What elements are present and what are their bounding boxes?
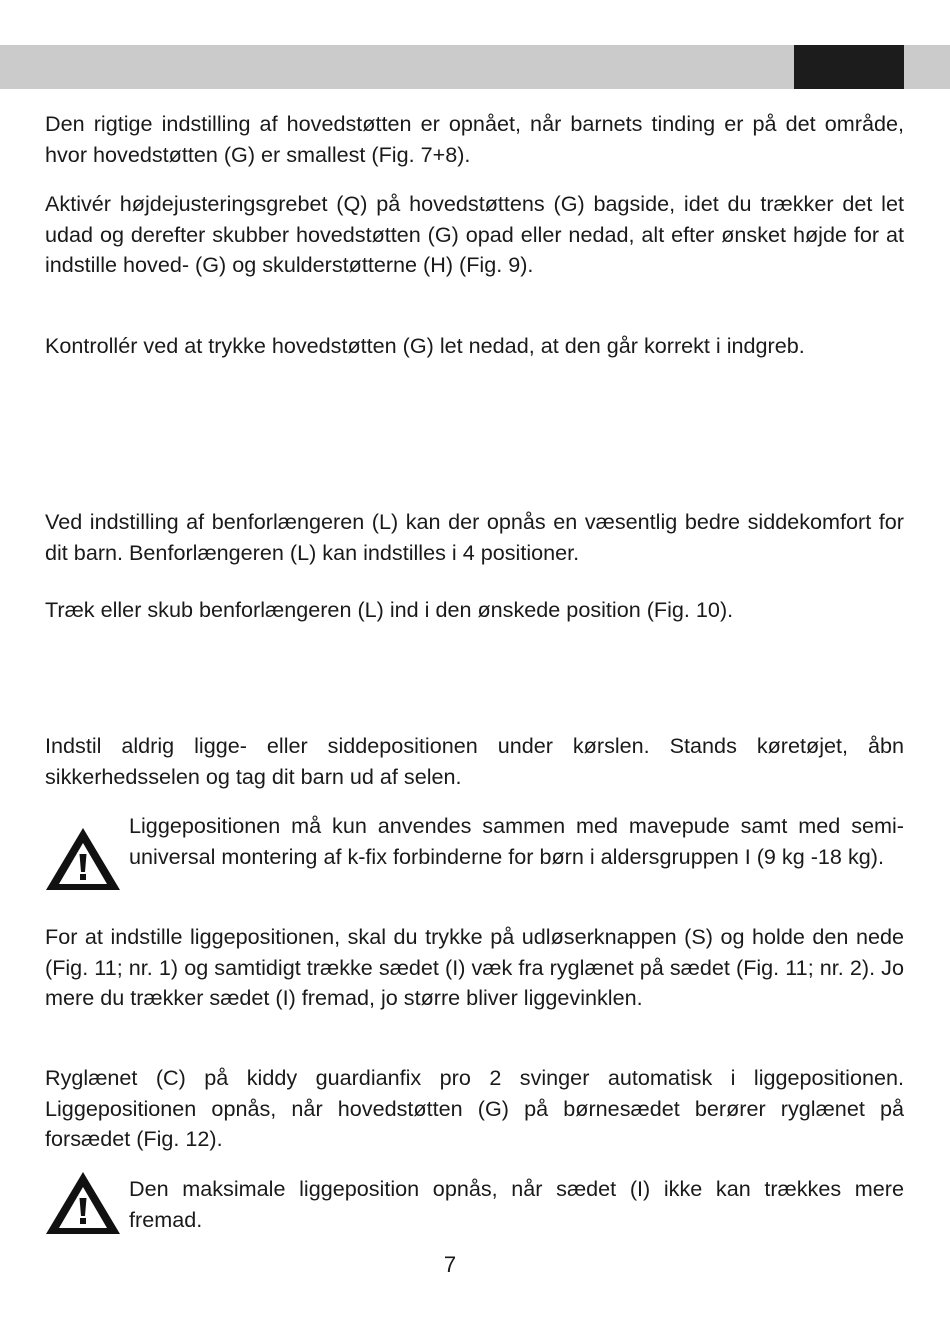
header-tab-block (794, 45, 904, 89)
paragraph-leg-extension-pull: Træk eller skub benforlængeren (L) ind i den ønskede position (Fig. 10). (45, 597, 734, 622)
warning-recline-usage: Liggepositionen må kun anvendes sammen med mavepude samt med semi-universal montering af k-fix forbinderne for børn i aldersgruppen I (9 kg -18 kg). (129, 813, 904, 869)
page-number: 7 (443, 1252, 457, 1277)
paragraph-height-adjustment: Aktivér højdejusteringsgrebet (Q) på hovedstøttens (G) bagside, idet du trækker det let udad og derefter skubber hovedstøtten (G) opad eller nedad, alt efter ønsket højde for at indstille hoved- (G) og skulderstøtterne (H) (Fig. 9). (45, 191, 904, 277)
paragraph-backrest-automatic: Ryglænet (C) på kiddy guardianfix pro 2 svinger automatisk i liggepositionen. Liggepositionen opnås, når hovedstøtten (G) på børnesædet berører ryglænet på forsædet (Fig. 12). (45, 1065, 904, 1151)
paragraph-headrest-check: Kontrollér ved at trykke hovedstøtten (G) let nedad, at den går korrekt i indgreb. (45, 333, 805, 358)
warning-max-recline: Den maksimale liggeposition opnås, når sædet (I) ikke kan trækkes mere fremad. (129, 1176, 904, 1232)
paragraph-headrest-correct-setting: Den rigtige indstilling af hovedstøtten er opnået, når barnets tinding er på det område, hvor hovedstøtten (G) er smallest (Fig. 7+8). (45, 111, 904, 167)
warning-triangle-icon (44, 1170, 122, 1236)
paragraph-recline-instructions: For at indstille liggepositionen, skal du trykke på udløserknappen (S) og holde den nede (Fig. 11; nr. 1) og samtidigt trække sædet (I) væk fra ryglænet på sædet (Fig. 11; nr. 2). Jo mere du trækker sædet (I) fremad, jo større bliver liggevinklen. (45, 924, 904, 1010)
paragraph-recline-warning-driving: Indstil aldrig ligge- eller siddepositionen under kørslen. Stands køretøjet, åbn sikkerhedsselen og tag dit barn ud af selen. (45, 733, 904, 789)
warning-triangle-icon (44, 826, 122, 892)
paragraph-leg-extension-intro: Ved indstilling af benforlængeren (L) kan der opnås en væsentlig bedre siddekomfort for dit barn. Benforlængeren (L) kan indstilles i 4 positioner. (45, 509, 904, 565)
